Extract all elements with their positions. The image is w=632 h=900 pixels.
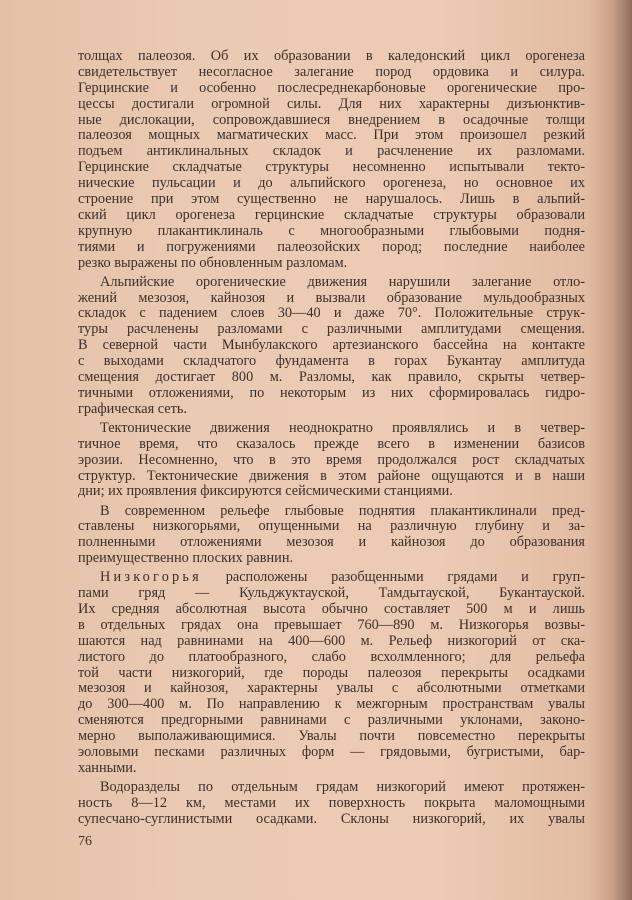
page-body-text [78,49,585,831]
text-line: дни; их проявления фиксируются сейсмическими станциями. [78,483,453,500]
text-line: смещения достигает 800 м. Разломы, как правило, скрыты четвер- [78,369,585,385]
text-line: до 300—400 м. По направлению к межгорным пространствам увалы [78,696,585,713]
page-number: 76 [78,834,92,849]
text-line: В современном рельефе глыбовые поднятия плакантиклинали пред- [100,502,585,519]
text-line: Тектонические движения неоднократно проявлялись и в четвер- [100,419,585,436]
text-line: жений мезозоя, кайнозоя и вызвали образование мульдообразных [78,289,585,306]
text-line: полненными отложениями мезозоя и кайнозоя до образования [78,534,585,551]
text-line: тиями и погружениями палеозойских пород; последние наиболее [78,238,585,255]
paragraph [78,421,585,500]
text-line: палеозоя мощных магматических масс. При этом произошел резкий [78,127,585,144]
text-line: тичными отложениями, по некоторым из них сформировалась гидро- [78,384,585,401]
text-line: В северной части Мынбулакского артезианского бассейна на контакте [78,337,585,354]
text-line: ский цикл орогенеза герцинские складчатые структуры образовали [78,206,585,223]
text-line: структур. Тектонические движения в этом районе ощущаются и в наши [78,467,585,484]
text-line: листого до платообразного, слабо всхолмленного; для рельефа [78,648,585,665]
text-line: толщах палеозоя. Об их образовании в каледонский цикл орогенеза [78,48,585,64]
paragraph [78,570,585,777]
text-line: эоловыми песками различных форм — грядовыми, бугристыми, бар- [78,744,585,761]
text-line: Альпийские орогенические движения нарушили залегание отло- [100,273,585,290]
text-line: Герцинские складчатые структуры несомненно испытывали текто- [78,159,585,176]
text-line: графическая сеть. [78,400,187,417]
text-line: цессы достигали огромной силы. Для них характерны дизъюнктив- [78,95,585,112]
spaced-term: Низкогорья [100,569,202,586]
text-line: той части низкогорий, где породы палеозоя перекрыты осадками [78,664,585,681]
text-line: супесчано-суглинистыми осадками. Склоны низкогорий, их увалы [78,810,585,827]
text-line: мезозоя и кайнозоя, характерны увалы с абсолютными отметками [78,680,585,697]
text-line: ставлены низкогорьями, опущенными на различную глубину и за- [78,518,585,535]
text-line: мерно выполаживающимися. Увалы почти повсеместно перекрыты [78,728,585,745]
paragraph [78,504,585,568]
text-line: крупную плакантиклиналь с многообразными глыбовыми подня- [78,222,585,239]
text-line: эрозии. Несомненно, что в это время продолжался рост складчатых [78,451,585,468]
text-line: в отдельных грядах она превышает 760—890 м. Низкогорья возвы- [78,616,585,633]
text-line: шаются над равнинами на 400—600 м. Рельеф низкогорий от ска- [78,632,585,649]
text-line: свидетельствует несогласное залегание пород ордовика и силура. [78,63,585,80]
text-line: Герцинские и особенно послесреднекарбоновые орогенические про- [78,79,585,96]
paragraph [78,780,585,828]
text-line: Водоразделы по отдельным грядам низкогорий имеют протяжен- [100,779,585,796]
text-line: складок с падением слоев 30—40 и даже 70°. Положительные струк- [78,305,585,322]
text-line: Их средняя абсолютная высота обычно составляет 500 м и лишь [78,601,585,618]
text-line: нические пульсации и до альпийского орогенеза, но основное их [78,175,585,192]
text-line: туры расчленены разломами с различными амплитудами смещения. [78,321,585,338]
text-line: пами гряд — Кульджуктауской, Тамдытауской, Букантауской. [78,585,585,602]
text-line: преимущественно плоских равнин. [78,550,294,567]
text-line: тичное время, что сказалось прежде всего в изменении базисов [78,435,585,452]
paragraph [78,49,585,271]
paragraph [78,275,585,418]
text-line: сменяются предгорными равнинами с различными уклонами, законо- [78,712,585,729]
text-line: ханными. [78,759,137,776]
text-line: ные дислокации, сопровождавшиеся внедрением в осадочные толщи [78,111,585,128]
text-line: строение при этом существенно не нарушалось. Лишь в альпий- [78,191,585,208]
text-line: с выходами складчатого фундамента в горах Букантау амплитуда [78,353,585,370]
text-line: ность 8—12 км, местами их поверхность покрыта маломощными [78,794,585,811]
line-rest: расположены разобщенными грядами и груп- [201,569,585,586]
text-line: подъем антиклинальных складок и расчленение их разломами. [78,143,585,160]
text-line [78,570,585,586]
text-line: резко выражены по обновленным разломам. [78,254,348,271]
